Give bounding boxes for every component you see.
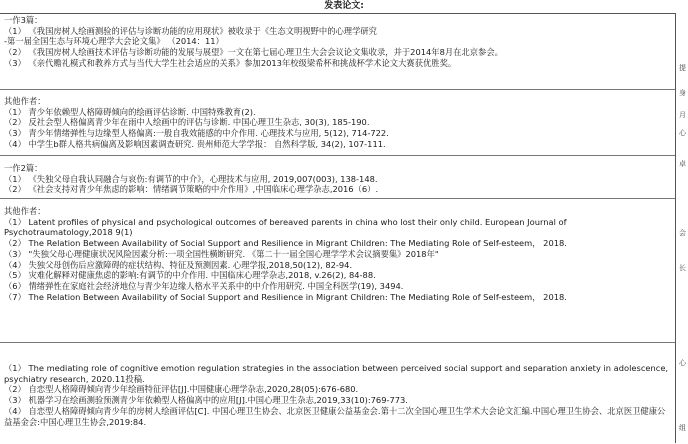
list-item: （1） 《失独父母自我认同融合与哀伤:有调节的中介》，心理技术与应用, 2019,007(003), 138-148. [4, 173, 378, 184]
list-item: （1） 青少年依赖型人格障碍倾向的绘画评估诊断. 中国特殊教育(2). [4, 106, 256, 117]
list-item: （3） 机器学习在绘画测验预测青少年依赖型人格偏离中的应用[J].中国心理卫生杂志,2019,33(10):769-773. [4, 395, 408, 406]
edge-char: 卓 [679, 160, 686, 168]
publications-block-first-author-2 [0, 156, 675, 199]
list-item: （3） "失独父母心理健康状况风险因素分析:一项全国性横断研究. 《第二十一届全国心理学学术会议摘要集》2018年" [4, 248, 439, 259]
list-item: （4） 中学生b群人格共病偏离及影响因素调查研究. 贵州师范大学学报： 自然科学版, 34(2), 107-111. [4, 138, 386, 149]
edge-char: 心 [679, 129, 686, 137]
list-item: （4） 失独父母创伤后应激障碍的症状结构、特征及预测因素. 心理学报,2018,50(12), 82-94. [4, 259, 353, 270]
edge-char: 组 [679, 424, 686, 432]
list-item: （2） 《社会支持对青少年焦虑的影响：情绪调节策略的中介作用》,中国临床心理学杂志,2016（6）. [4, 184, 379, 195]
edge-char: 会 [679, 229, 686, 237]
list-item: （2） 《我国房树人绘画技术评估与诊断功能的发展与展望》一文在第七届心理卫生大会会议论文集收录，并于2014年8月在北京参会。 [4, 47, 503, 58]
publications-block-other-author-1 [0, 90, 675, 156]
publications-block-recent [0, 343, 675, 444]
publications-block-other-author-2 [0, 199, 675, 343]
edge-char: 长 [679, 264, 686, 272]
list-item: （2） The Relation Between Availability of Social Support and Resilience in Migrant Children: The Mediating Role of Self-esteem， 2018. [4, 238, 567, 249]
block-heading: 其他作者： [4, 206, 46, 216]
list-item: （2） 自恋型人格障碍倾向青少年绘画特征评估[J].中国健康心理学杂志,2020,28(05):676-680. [4, 384, 359, 395]
block-heading: 一作2篇： [4, 163, 43, 173]
list-item: （1） Latent profiles of physical and psychological outcomes of bereaved parents in china who lost their only child. European Journal of Psychotraumatology,2018 9(1) [4, 216, 567, 238]
list-item: （1） The mediating role of cognitive emotion regulation strategies in the association between perceived social support and separation anxiety in adolescence, psychiatry research, 2020.11投稿. [4, 363, 669, 384]
section-title: 发表论文: [324, 1, 364, 11]
list-item: （3） 青少年情绪弹性与边缘型人格偏离:一般自我效能感的中介作用. 心理技术与应用, 5(12), 714-722. [4, 128, 389, 139]
edge-char: 心 [679, 359, 686, 367]
list-item: （1） 《我国房树人绘画测验的评估与诊断功能的应用现状》被收录于《生态文明视野中的心理学研究 [4, 25, 377, 36]
list-item: （7） The Relation Between Availability of Social Support and Resilience in Migrant Children: The Mediating Role of Self-esteem， 2018. [4, 291, 567, 302]
list-item: -第一届全国生态与环境心理学大会论文集》 （2014：11） [4, 36, 224, 47]
edge-char: 身 [679, 89, 686, 97]
publications-table [0, 13, 676, 443]
right-margin [676, 13, 688, 443]
list-item: （4） 自恋型人格障碍倾向青少年的房树人绘画评估[C]. 中国心理卫生协会、北京医卫健康公益基金会.第十二次全国心理卫生学术大会论文汇编.中国心理卫生协会、北京医卫健康公益基金会:中国心理卫生协会,2019:84. [4, 405, 666, 427]
publications-block-first-author-1 [0, 14, 675, 90]
list-item: （3） 《亲代赡礼模式和教养方式与当代大学生社会适应的关系》参加2013年校级梁希杯和挑战杯学术论文大赛获优胜奖。 [4, 57, 457, 68]
edge-char: 提 [679, 64, 686, 72]
list-item: （2） 反社会型人格偏离青少年在雨中人绘画中的评估与诊断. 中国心理卫生杂志, 30(3), 185-190. [4, 117, 370, 128]
block-heading: 一作3篇： [4, 15, 43, 25]
list-item: （5） 灾难化解释对健康焦虑的影响:有调节的中介作用. 中国临床心理学杂志,2018, v.26(2), 84-88. [4, 270, 376, 281]
block-heading: 其他作者： [4, 96, 46, 106]
edge-char: 月 [679, 111, 686, 119]
list-item: （6） 情绪弹性在家庭社会经济地位与青少年边缘人格水平关系中的中介作用研究. 中国全科医学(19), 3494. [4, 280, 404, 291]
